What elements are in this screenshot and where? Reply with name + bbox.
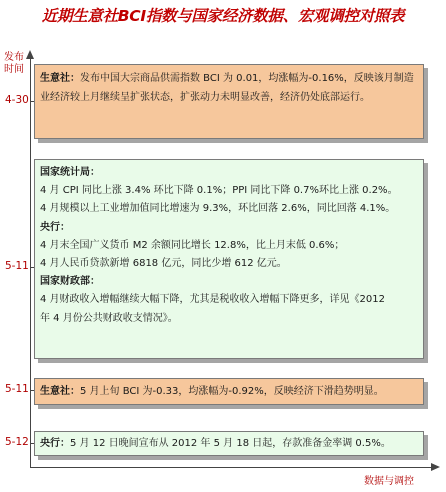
entry-box-national-data	[34, 159, 424, 359]
entry-date: 5-11	[5, 383, 29, 395]
section-head-central-bank: 央行：	[40, 221, 70, 233]
entry-box-reserve-ratio	[34, 431, 424, 456]
entry-text: 5 月 12 日晚间宣布从 2012 年 5 月 18 日起，存款准备金率调 0.5%。	[70, 438, 391, 449]
entry-date: 4-30	[5, 94, 29, 106]
page-title: 近期生意社BCI指数与国家经济数据、宏观调控对照表	[41, 7, 405, 25]
entry-text: 5 月上旬 BCI 为-0.33，均涨幅为-0.92%，反映经济下滑趋势明显。	[80, 386, 384, 397]
entry-source: 生意社：	[40, 386, 80, 397]
entry-date: 5-12	[5, 436, 29, 448]
section-line: 4 月末全国广义货币 M2 余额同比增长 12.8%，比上月末低 0.6%；	[40, 239, 345, 251]
entry-box-bci-april	[34, 64, 424, 139]
horizontal-axis-label: 数据与调控	[364, 476, 414, 487]
section-line: 4 月规模以上工业增加值同比增速为 9.3%，环比回落 2.6%，同比回落 4.1%。	[40, 203, 396, 215]
vertical-axis-label	[4, 52, 28, 76]
section-line: 年 4 月份公共财政收支情况》。	[40, 312, 178, 324]
section-head-statistics-bureau: 国家统计局：	[40, 167, 100, 178]
vertical-axis-line	[30, 58, 31, 468]
section-line: 4 月 CPI 同比上涨 3.4% 环比下降 0.1%；PPI 同比下降 0.7%环比上涨 0.2%。	[40, 185, 398, 197]
vertical-axis-label-line1: 发布	[4, 52, 24, 63]
section-line: 4 月人民币贷款新增 6818 亿元，同比少增 612 亿元。	[40, 258, 287, 270]
vertical-axis-label-line2: 时间	[4, 64, 24, 75]
entry-date: 5-11	[5, 260, 29, 272]
entry-source: 生意社：	[40, 73, 80, 84]
entry-text: 发布中国大宗商品供需指数 BCI 为 0.01，均涨幅为-0.16%，反映该月制造业经济较上月继续呈扩张状态，扩张动力未明显改善，经济仍处底部运行。	[40, 73, 414, 103]
horizontal-axis-line	[30, 467, 432, 468]
horizontal-axis-arrow	[431, 463, 440, 471]
entry-box-bci-may	[34, 378, 424, 405]
section-line: 4 月财政收入增幅继续大幅下降，尤其是税收收入增幅下降更多，详见《2012	[40, 294, 385, 306]
section-head-finance-ministry: 国家财政部：	[40, 276, 100, 288]
entry-source: 央行：	[40, 438, 70, 449]
